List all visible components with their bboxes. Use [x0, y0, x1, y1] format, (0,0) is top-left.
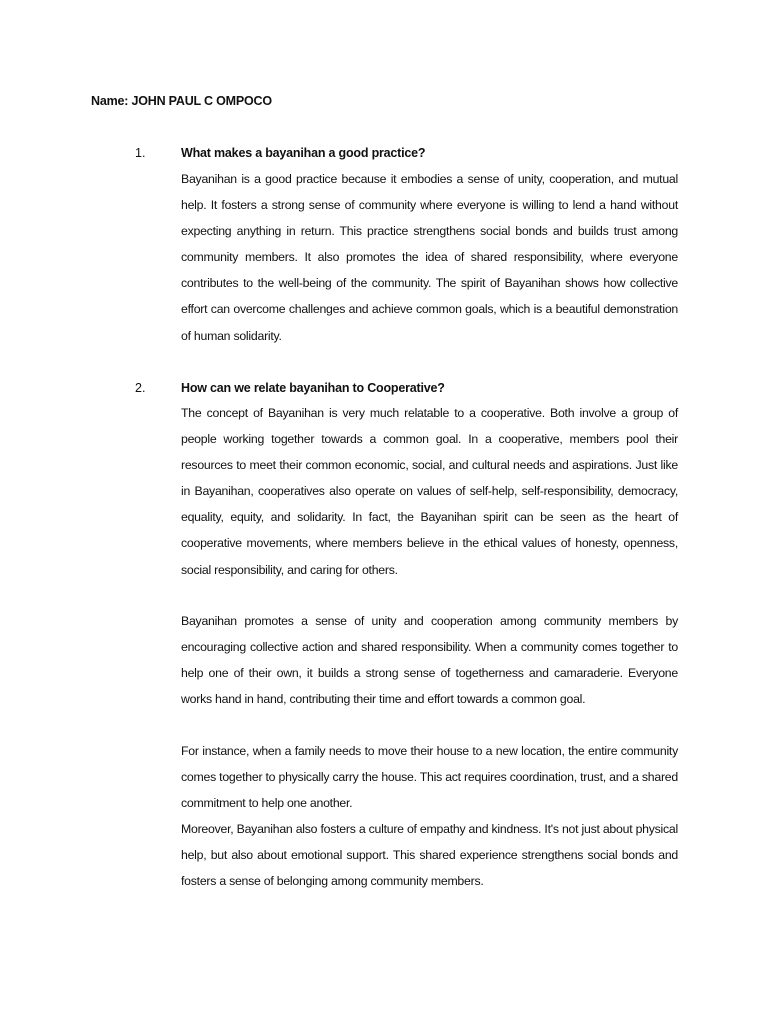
- question-2-answer-paragraph-3: For instance, when a family needs to move their house to a new location, the entire community comes together to physically carry the house. This act requires coordination, trust, and a shared commitment to help one another.: [181, 744, 678, 811]
- question-1-number: 1.: [135, 146, 146, 160]
- question-2-answer-paragraph-2: Bayanihan promotes a sense of unity and cooperation among community members by encouraging collective action and shared responsibility. When a community comes together to help one of their own, it builds a strong sense of togetherness and camaraderie. Everyone works hand in hand, contributing their time and effort towards a common goal.: [181, 614, 678, 707]
- student-name: Name: JOHN PAUL C OMPOCO: [91, 94, 272, 108]
- question-2-answer-paragraph-4: Moreover, Bayanihan also fosters a culture of empathy and kindness. It's not just about physical help, but also about emotional support. This shared experience strengthens social bonds and fosters a sense of belonging among community members.: [181, 822, 678, 889]
- question-2-title: How can we relate bayanihan to Cooperative?: [181, 381, 445, 395]
- question-2-number: 2.: [135, 381, 146, 395]
- question-1-answer-paragraph-1: Bayanihan is a good practice because it embodies a sense of unity, cooperation, and mutual help. It fosters a strong sense of community where everyone is willing to lend a hand without expecting anything in return. This practice strengthens social bonds and builds trust among community members. It also promotes the idea of shared responsibility, where everyone contributes to the well-being of the community. The spirit of Bayanihan shows how collective effort can overcome challenges and achieve common goals, which is a beautiful demonstration of human solidarity.: [181, 172, 678, 343]
- question-2-answer-paragraph-1: The concept of Bayanihan is very much relatable to a cooperative. Both involve a group of people working together towards a common goal. In a cooperative, members pool their resources to meet their common economic, social, and cultural needs and aspirations. Just like in Bayanihan, cooperatives also operate on values of self-help, self-responsibility, democracy, equality, equity, and solidarity. In fact, the Bayanihan spirit can be seen as the heart of cooperative movements, where members believe in the ethical values of honesty, openness, social responsibility, and caring for others.: [181, 406, 678, 577]
- question-1-title: What makes a bayanihan a good practice?: [181, 146, 426, 160]
